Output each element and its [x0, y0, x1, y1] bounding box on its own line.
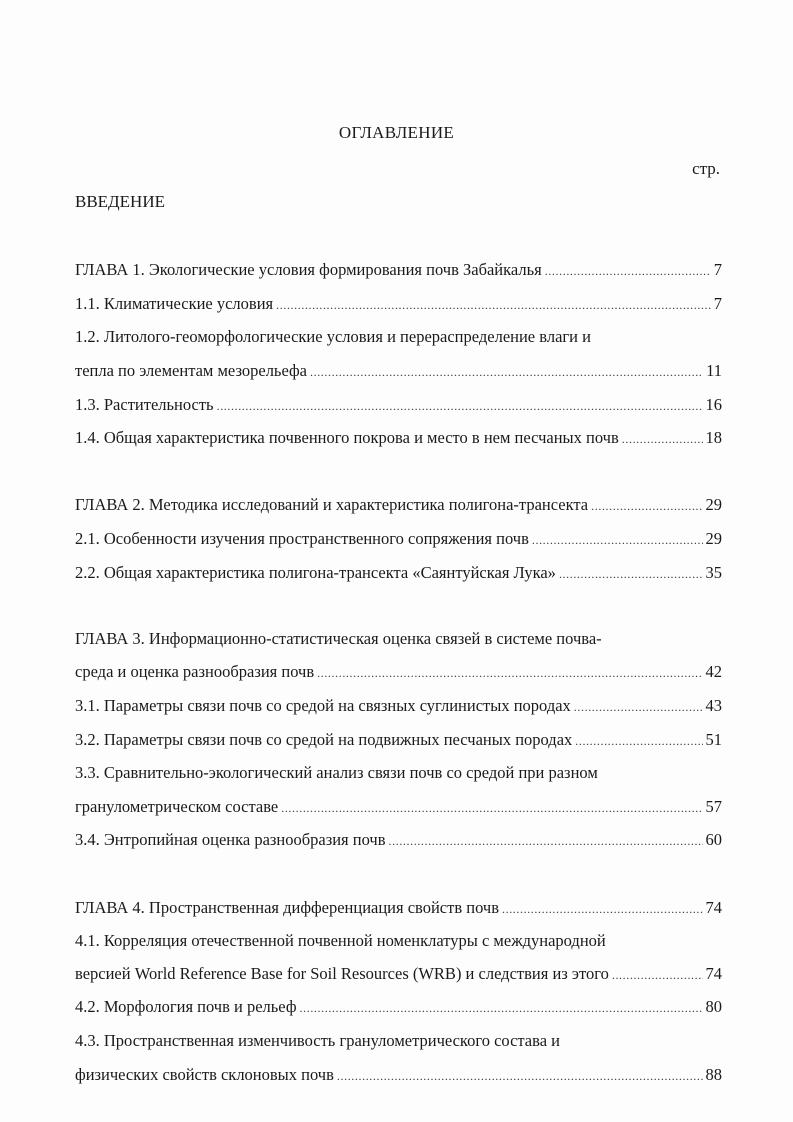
- toc-entry-text-line1: 1.2. Литолого-геоморфологические условия и перераспределение влаги и: [75, 327, 591, 346]
- toc-entry-text: 4.2. Морфология почв и рельеф: [75, 997, 297, 1016]
- toc-entry-text: 2.2. Общая характеристика полигона-трансекта «Саянтуйская Лука»: [75, 563, 556, 582]
- toc-entry-page: 60: [705, 830, 722, 849]
- leader-dots: [532, 528, 703, 551]
- toc-entry-text: ГЛАВА 4. Пространственная дифференциация свойств почв: [75, 898, 499, 917]
- leader-dots: [622, 427, 703, 450]
- toc-entry-page: 57: [705, 797, 722, 816]
- toc-entry-text: ГЛАВА 2. Методика исследований и характеристика полигона-трансекта: [75, 495, 589, 514]
- leader-dots: [317, 661, 702, 684]
- leader-dots: [502, 897, 703, 920]
- toc-entry-text-line1: 3.3. Сравнительно-экологический анализ связи почв со средой при разном: [75, 763, 598, 782]
- toc-entry-text: 1.3. Растительность: [75, 395, 214, 414]
- toc-entry: [75, 963, 722, 986]
- toc-entry-text-line1: ГЛАВА 3. Информационно-статистическая оценка связей в системе почва-: [75, 629, 602, 648]
- leader-dots: [310, 360, 703, 383]
- toc-entry-text: 3.2. Параметры связи почв со средой на подвижных песчаных породах: [75, 730, 573, 749]
- toc-entry-text: 1.4. Общая характеристика почвенного покрова и место в нем песчаных почв: [75, 428, 619, 447]
- page-title: ОГЛАВЛЕНИЕ: [338, 123, 455, 142]
- toc-entry-introduction: ВВЕДЕНИЕ: [75, 192, 165, 211]
- toc-entry: [75, 1064, 722, 1087]
- leader-dots: [545, 259, 711, 282]
- leader-dots: [276, 293, 711, 316]
- toc-entry-text-line1: 4.1. Корреляция отечественной почвенной номенклатуры с международной: [75, 931, 606, 950]
- leader-dots: [574, 695, 703, 718]
- toc-entry: [75, 360, 722, 383]
- toc-entry-text: 1.1. Климатические условия: [75, 294, 274, 313]
- toc-entry-page: 29: [705, 529, 722, 548]
- toc-entry-page: 7: [713, 260, 722, 279]
- toc-entry-page: 29: [705, 495, 722, 514]
- leader-dots: [591, 494, 702, 517]
- toc-entry: [75, 494, 722, 517]
- toc-entry: [75, 897, 722, 920]
- leader-dots: [281, 796, 702, 819]
- toc-entry-text: версией World Reference Base for Soil Resources (WRB) и следствия из этого: [75, 964, 609, 983]
- leader-dots: [389, 829, 703, 852]
- leader-dots: [217, 394, 703, 417]
- toc-entry-text: физических свойств склоновых почв: [75, 1065, 334, 1084]
- toc-entry: [75, 729, 722, 752]
- toc-entry: [75, 796, 722, 819]
- toc-entry-text: 2.1. Особенности изучения пространственного сопряжения почв: [75, 529, 529, 548]
- toc-entry: [75, 528, 722, 551]
- toc-entry-page: 88: [705, 1065, 722, 1084]
- page-column-label: стр.: [692, 159, 720, 178]
- toc-entry-text: тепла по элементам мезорельефа: [75, 361, 307, 380]
- toc-entry-page: 18: [705, 428, 722, 447]
- toc-entry-page: 80: [705, 997, 722, 1016]
- toc-entry-page: 16: [705, 395, 722, 414]
- toc-entry-page: 74: [705, 898, 722, 917]
- toc-entry-page: 51: [705, 730, 722, 749]
- toc-entry: [75, 427, 722, 450]
- toc-entry-text: среда и оценка разнообразия почв: [75, 662, 315, 681]
- toc-entry-page: 35: [705, 563, 722, 582]
- toc-entry: [75, 661, 722, 684]
- toc-entry-page: 11: [706, 361, 722, 380]
- leader-dots: [559, 562, 703, 585]
- toc-entry-text-line1: 4.3. Пространственная изменчивость гранулометрического состава и: [75, 1031, 560, 1050]
- toc-entry-text: гранулометрическом составе: [75, 797, 279, 816]
- toc-entry-text: 3.1. Параметры связи почв со средой на связных суглинистых породах: [75, 696, 571, 715]
- toc-entry: [75, 394, 722, 417]
- toc-entry: [75, 829, 722, 852]
- toc-entry-page: 7: [713, 294, 722, 313]
- toc-entry-text: ГЛАВА 1. Экологические условия формирования почв Забайкалья: [75, 260, 542, 279]
- toc-entry: [75, 259, 722, 282]
- toc-entry-page: 42: [705, 662, 722, 681]
- leader-dots: [612, 963, 703, 986]
- toc-entry-page: 74: [705, 964, 722, 983]
- leader-dots: [575, 729, 702, 752]
- toc-entry-text: 3.4. Энтропийная оценка разнообразия почв: [75, 830, 386, 849]
- toc-entry: [75, 996, 722, 1019]
- toc-entry: [75, 695, 722, 718]
- leader-dots: [300, 996, 703, 1019]
- toc-entry: [75, 293, 722, 316]
- toc-entry: [75, 562, 722, 585]
- leader-dots: [337, 1064, 703, 1087]
- toc-entry-page: 43: [705, 696, 722, 715]
